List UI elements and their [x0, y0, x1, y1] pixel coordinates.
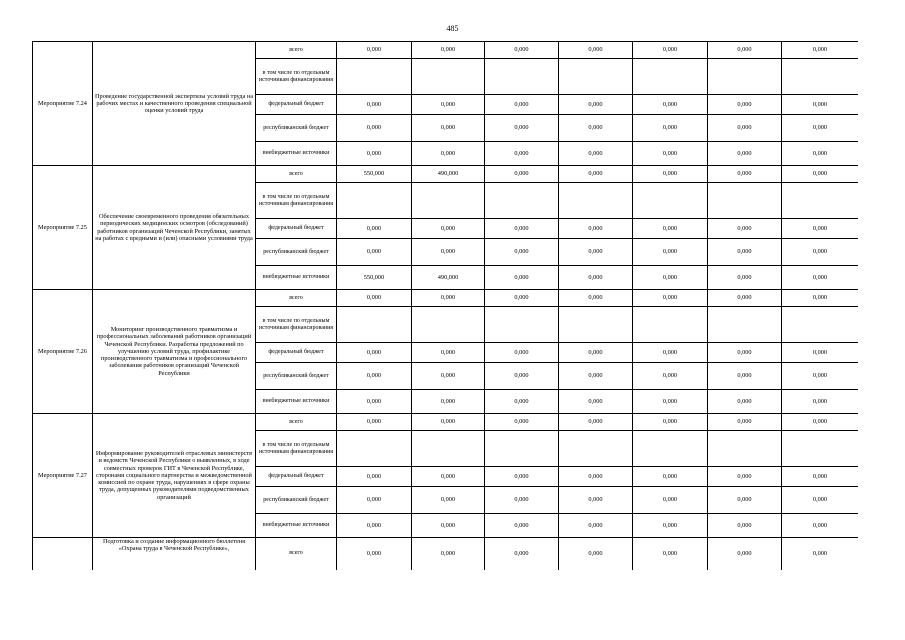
value-cell: 0,000	[708, 514, 782, 538]
source-total: всего	[256, 290, 337, 307]
value-cell	[633, 183, 708, 219]
value-cell: 0,000	[708, 266, 782, 290]
value-cell	[412, 307, 485, 343]
value-cell: 0,000	[485, 390, 559, 414]
value-cell	[412, 183, 485, 219]
value-cell: 0,000	[412, 343, 485, 363]
value-cell: 0,000	[782, 363, 859, 390]
table-row	[33, 538, 859, 570]
value-cell: 0,000	[559, 142, 633, 166]
measure-code: Мероприятие 7.26	[33, 290, 93, 414]
financing-table-sheet	[32, 41, 858, 597]
source-total: всего	[256, 42, 337, 59]
value-cell: 0,000	[559, 42, 633, 59]
value-cell: 0,000	[633, 538, 708, 570]
value-cell: 0,000	[559, 390, 633, 414]
value-cell: 0,000	[633, 487, 708, 514]
value-cell: 0,000	[559, 290, 633, 307]
value-cell: 0,000	[412, 142, 485, 166]
value-cell: 0,000	[708, 115, 782, 142]
value-cell: 0,000	[708, 142, 782, 166]
value-cell: 0,000	[708, 363, 782, 390]
value-cell: 490,000	[412, 266, 485, 290]
measure-title: Подготовка и создание информационного бюллетеня «Охрана труда в Чеченской Республике»,	[93, 538, 256, 570]
value-cell: 0,000	[337, 390, 412, 414]
value-cell: 0,000	[337, 514, 412, 538]
value-cell: 0,000	[782, 538, 859, 570]
source-total: всего	[256, 166, 337, 183]
value-cell: 0,000	[559, 487, 633, 514]
source-including: в том числе по отдельным источникам финансирования	[256, 59, 337, 95]
table-row	[33, 166, 859, 183]
value-cell: 0,000	[337, 363, 412, 390]
source-total: всего	[256, 414, 337, 431]
value-cell: 0,000	[633, 266, 708, 290]
value-cell: 0,000	[708, 42, 782, 59]
value-cell: 0,000	[412, 538, 485, 570]
value-cell: 0,000	[708, 467, 782, 487]
value-cell: 0,000	[633, 166, 708, 183]
value-cell: 0,000	[633, 239, 708, 266]
value-cell: 0,000	[633, 219, 708, 239]
value-cell: 0,000	[337, 467, 412, 487]
value-cell: 0,000	[559, 343, 633, 363]
value-cell: 0,000	[559, 414, 633, 431]
value-cell: 0,000	[412, 239, 485, 266]
table-row	[33, 290, 859, 307]
value-cell: 0,000	[485, 239, 559, 266]
value-cell: 0,000	[412, 487, 485, 514]
value-cell	[708, 431, 782, 467]
value-cell: 0,000	[337, 343, 412, 363]
value-cell: 0,000	[633, 115, 708, 142]
source-republic-budget: республиканский бюджет	[256, 363, 337, 390]
measure-title: Обеспечение своевременного проведения обязательных периодических медицинских осмотров (обследований) работников организаций Чеченской Республики, занятых на работах с вредными и (или) опасными условиями труда	[93, 166, 256, 290]
value-cell: 0,000	[559, 166, 633, 183]
value-cell	[782, 431, 859, 467]
financing-table-body	[33, 42, 859, 570]
source-federal-budget: федеральный бюджет	[256, 467, 337, 487]
source-extrabudgetary: внебюджетные источники	[256, 390, 337, 414]
value-cell	[485, 59, 559, 95]
value-cell	[337, 59, 412, 95]
measure-code: Мероприятие 7.24	[33, 42, 93, 166]
value-cell: 0,000	[708, 390, 782, 414]
value-cell: 0,000	[337, 219, 412, 239]
value-cell: 0,000	[337, 290, 412, 307]
value-cell: 0,000	[559, 115, 633, 142]
measure-code	[33, 538, 93, 570]
value-cell: 0,000	[708, 166, 782, 183]
value-cell: 0,000	[708, 95, 782, 115]
source-federal-budget: федеральный бюджет	[256, 343, 337, 363]
measure-title: Мониторинг производственного травматизма и профессиональных заболеваний работников организаций Чеченской Республики. Разработка предложений по улучшению условий труда, профилактике производственного травматизма и профессионального заболевания работников организаций Чеченской Республики	[93, 290, 256, 414]
value-cell: 0,000	[782, 514, 859, 538]
value-cell: 0,000	[708, 487, 782, 514]
value-cell: 0,000	[412, 290, 485, 307]
value-cell	[559, 59, 633, 95]
value-cell: 0,000	[559, 219, 633, 239]
value-cell: 0,000	[633, 142, 708, 166]
source-total: всего	[256, 538, 337, 570]
value-cell: 0,000	[485, 219, 559, 239]
value-cell: 0,000	[782, 266, 859, 290]
value-cell: 0,000	[633, 467, 708, 487]
value-cell	[485, 431, 559, 467]
value-cell: 0,000	[782, 166, 859, 183]
value-cell: 0,000	[412, 115, 485, 142]
value-cell: 0,000	[485, 538, 559, 570]
value-cell: 0,000	[337, 239, 412, 266]
value-cell: 0,000	[337, 142, 412, 166]
source-republic-budget: республиканский бюджет	[256, 239, 337, 266]
value-cell: 0,000	[708, 219, 782, 239]
value-cell	[708, 307, 782, 343]
table-row	[33, 414, 859, 431]
value-cell	[782, 183, 859, 219]
value-cell: 0,000	[782, 115, 859, 142]
measure-code: Мероприятие 7.25	[33, 166, 93, 290]
value-cell: 0,000	[708, 414, 782, 431]
value-cell: 0,000	[412, 514, 485, 538]
page-number: 485	[446, 24, 459, 33]
value-cell: 0,000	[782, 219, 859, 239]
value-cell: 0,000	[782, 95, 859, 115]
value-cell: 0,000	[485, 514, 559, 538]
value-cell: 0,000	[559, 514, 633, 538]
source-including: в том числе по отдельным источникам финансирования	[256, 183, 337, 219]
value-cell: 0,000	[559, 363, 633, 390]
value-cell	[633, 307, 708, 343]
value-cell	[559, 431, 633, 467]
source-federal-budget: федеральный бюджет	[256, 95, 337, 115]
value-cell	[633, 431, 708, 467]
value-cell: 0,000	[633, 343, 708, 363]
value-cell: 0,000	[708, 290, 782, 307]
financing-table	[32, 41, 858, 570]
value-cell	[485, 307, 559, 343]
value-cell: 0,000	[559, 95, 633, 115]
value-cell: 0,000	[708, 538, 782, 570]
source-republic-budget: республиканский бюджет	[256, 115, 337, 142]
value-cell: 0,000	[782, 390, 859, 414]
source-including: в том числе по отдельным источникам финансирования	[256, 307, 337, 343]
source-federal-budget: федеральный бюджет	[256, 219, 337, 239]
value-cell: 0,000	[485, 42, 559, 59]
value-cell: 0,000	[412, 414, 485, 431]
value-cell: 0,000	[337, 95, 412, 115]
value-cell: 490,000	[412, 166, 485, 183]
value-cell: 0,000	[412, 95, 485, 115]
value-cell: 0,000	[412, 42, 485, 59]
value-cell: 0,000	[782, 487, 859, 514]
value-cell: 0,000	[633, 290, 708, 307]
value-cell	[708, 59, 782, 95]
value-cell: 0,000	[412, 219, 485, 239]
value-cell: 0,000	[782, 290, 859, 307]
value-cell: 0,000	[782, 343, 859, 363]
value-cell: 0,000	[782, 142, 859, 166]
value-cell: 0,000	[485, 487, 559, 514]
value-cell: 0,000	[485, 363, 559, 390]
value-cell: 0,000	[337, 487, 412, 514]
value-cell	[708, 183, 782, 219]
value-cell: 0,000	[708, 343, 782, 363]
value-cell: 0,000	[485, 290, 559, 307]
value-cell: 0,000	[559, 538, 633, 570]
value-cell	[337, 183, 412, 219]
source-extrabudgetary: внебюджетные источники	[256, 266, 337, 290]
value-cell: 0,000	[633, 363, 708, 390]
value-cell: 0,000	[559, 239, 633, 266]
value-cell: 0,000	[412, 390, 485, 414]
value-cell: 0,000	[485, 95, 559, 115]
value-cell: 0,000	[782, 414, 859, 431]
measure-code: Мероприятие 7.27	[33, 414, 93, 538]
value-cell: 0,000	[485, 266, 559, 290]
value-cell: 0,000	[782, 42, 859, 59]
value-cell: 0,000	[337, 414, 412, 431]
measure-title: Информирование руководителей отраслевых министерств и ведомств Чеченской Республики о выявленных, в ходе совместных проверок ГИТ в Чеченской Республике, сторонами социального партнерства и межведомственной комиссией по охране труда, нарушениях в сфере охраны труда, допущенных руководителями подведомственных организаций	[93, 414, 256, 538]
value-cell	[337, 431, 412, 467]
value-cell	[337, 307, 412, 343]
source-extrabudgetary: внебюджетные источники	[256, 142, 337, 166]
value-cell: 0,000	[485, 343, 559, 363]
source-extrabudgetary: внебюджетные источники	[256, 514, 337, 538]
value-cell: 0,000	[633, 95, 708, 115]
value-cell	[782, 307, 859, 343]
value-cell	[559, 183, 633, 219]
value-cell: 0,000	[708, 239, 782, 266]
value-cell: 0,000	[782, 239, 859, 266]
value-cell: 0,000	[412, 363, 485, 390]
value-cell: 550,000	[337, 266, 412, 290]
value-cell: 0,000	[485, 115, 559, 142]
value-cell	[559, 307, 633, 343]
value-cell: 550,000	[337, 166, 412, 183]
value-cell: 0,000	[559, 467, 633, 487]
value-cell: 0,000	[559, 266, 633, 290]
value-cell	[485, 183, 559, 219]
value-cell: 0,000	[633, 514, 708, 538]
source-including: в том числе по отдельным источникам финансирования	[256, 431, 337, 467]
table-row	[33, 42, 859, 59]
value-cell: 0,000	[485, 166, 559, 183]
value-cell	[412, 59, 485, 95]
value-cell: 0,000	[337, 115, 412, 142]
value-cell: 0,000	[485, 414, 559, 431]
value-cell: 0,000	[782, 467, 859, 487]
value-cell: 0,000	[412, 467, 485, 487]
value-cell: 0,000	[633, 42, 708, 59]
value-cell: 0,000	[485, 142, 559, 166]
value-cell: 0,000	[633, 390, 708, 414]
value-cell	[412, 431, 485, 467]
value-cell: 0,000	[485, 467, 559, 487]
value-cell	[633, 59, 708, 95]
source-republic-budget: республиканский бюджет	[256, 487, 337, 514]
value-cell: 0,000	[337, 42, 412, 59]
value-cell: 0,000	[633, 414, 708, 431]
value-cell: 0,000	[337, 538, 412, 570]
measure-title: Проведение государственной экспертизы условий труда на рабочих местах и качественного проведения специальной оценки условий труда	[93, 42, 256, 166]
value-cell	[782, 59, 859, 95]
